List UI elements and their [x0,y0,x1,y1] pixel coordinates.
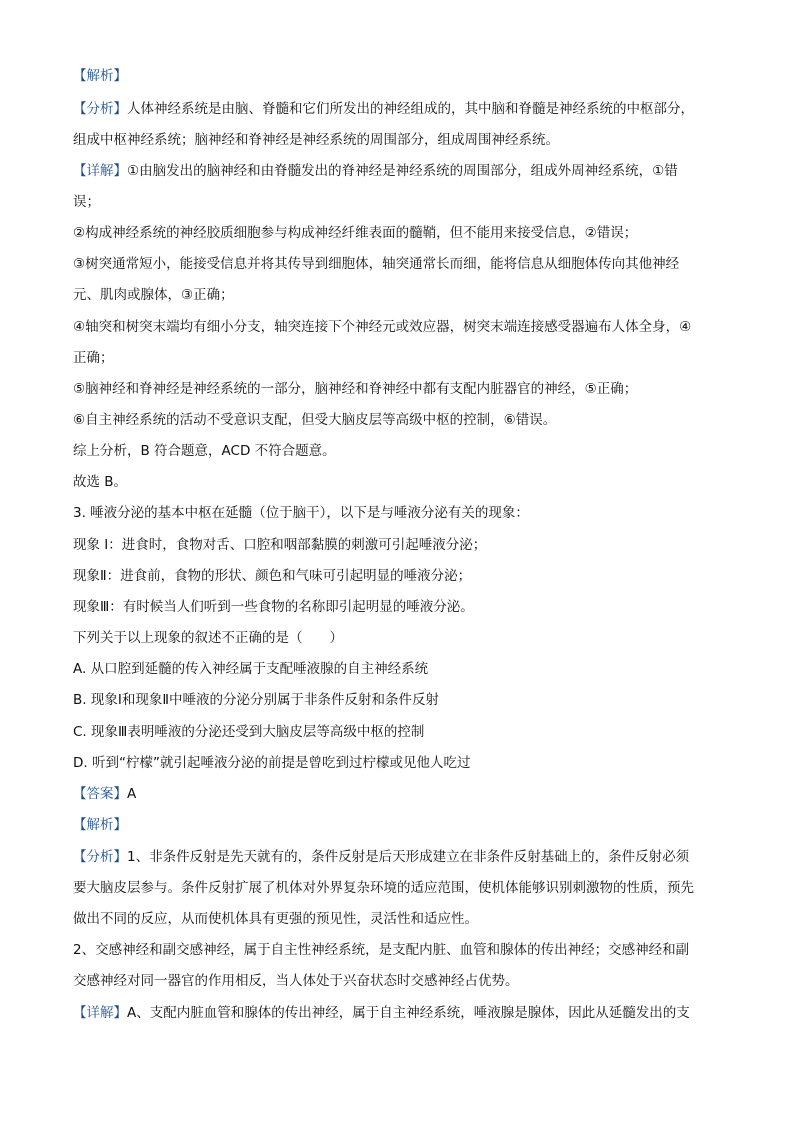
option-b: B. 现象Ⅰ和现象Ⅱ中唾液的分泌分别属于非条件反射和条件反射 [73,692,439,708]
q3-fenxi-line-1: 【分析】1、非条件反射是先天就有的，条件反射是后天形成建立在非条件反射基础上的，条件反射必须 [73,849,690,865]
answer-value: A [127,786,137,802]
xiangjie-tag: 【详解】 [73,163,127,179]
q3-fenxi-line-4: 2、交感神经和副交感神经，属于自主性神经系统，是支配内脏、血管和腺体的传出神经；交感神经和副 [73,942,690,958]
xiangjie-line-4: ③树突通常短小，能接受信息并将其传导到细胞体，轴突通常长而细，能将信息从细胞体传向其他神经 [73,256,680,272]
xiangjie-line-9: ⑥自主神经系统的活动不受意识支配，但受大脑皮层等高级中枢的控制，⑥错误。 [73,412,557,428]
q3-fenxi-line-3: 做出不同的反应，从而使机体具有更强的预见性，灵活性和适应性。 [73,911,478,927]
analysis-heading-2 [73,815,127,835]
fenxi-line-1: 【分析】人体神经系统是由脑、脊髓和它们所发出的神经组成的，其中脑和脊髓是神经系统的中枢部分， [73,101,694,117]
xiangjie-line-1: 【详解】①由脑发出的脑神经和由脊髓发出的脊神经是神经系统的周围部分，组成外周神经系统，①错 [73,163,678,179]
q3-xiangjie-line-1: 【详解】A、支配内脏血管和腺体的传出神经，属于自主神经系统，唾液腺是腺体，因此从延髓发出的支 [73,1005,690,1021]
q3-fenxi-line-2: 要大脑皮层参与。条件反射扩展了机体对外界复杂环境的适应范围，使机体能够识别刺激物的性质，预先 [73,880,694,896]
q3-fenxi-line-5: 交感神经对同一器官的作用相反，当人体处于兴奋状态时交感神经占优势。 [73,973,519,989]
answer-tag: 【答案】 [73,786,127,802]
option-d: D. 听到“柠檬”就引起唾液分泌的前提是曾吃到过柠檬或见他人吃过 [73,755,471,771]
choice-line: 故选 B。 [73,474,128,490]
xiangjie-line-5: 元、肌肉或腺体，③正确； [73,287,234,303]
answer-line [73,784,136,804]
fenxi-line-2: 组成中枢神经系统；脑神经和脊神经是神经系统的周围部分，组成周围神经系统。 [73,132,559,148]
fenxi-tag: 【分析】 [73,101,127,117]
question-prompt: 下列关于以上现象的叙述不正确的是（ ） [73,630,343,646]
phenomenon-1: 现象 I：进食时，食物对舌、口腔和咽部黏膜的刺激可引起唾液分泌； [73,537,487,553]
xiangjie-line-6: ④轴突和树突末端均有细小分支，轴突连接下个神经元或效应器，树突末端连接感受器遍布人体全身，④ [73,319,692,335]
summary-line: 综上分析，B 符合题意，ACD 不符合题意。 [73,443,336,459]
xiangjie-line-8: ⑤脑神经和脊神经是神经系统的一部分，脑神经和脊神经中都有支配内脏器官的神经，⑤正确； [73,381,638,397]
analysis-heading [73,66,127,86]
fenxi-tag-2: 【分析】 [73,849,127,865]
phenomenon-3: 现象Ⅲ：有时候当人们听到一些食物的名称即引起明显的唾液分泌。 [73,599,474,615]
phenomenon-2: 现象Ⅱ：进食前，食物的形状、颜色和气味可引起明显的唾液分泌； [73,568,472,584]
xiangjie-line-7: 正确； [73,350,114,366]
xiangjie-line-3: ②构成神经系统的神经胶质细胞参与构成神经纤维表面的髓鞘，但不能用来接受信息，②错误； [73,225,638,241]
option-c: C. 现象Ⅲ表明唾液的分泌还受到大脑皮层等高级中枢的控制 [73,724,425,740]
xiangjie-line-2: 误； [73,194,100,210]
option-a: A. 从口腔到延髓的传入神经属于支配唾液腺的自主神经系统 [73,661,429,677]
question-3-stem: 3. 唾液分泌的基本中枢在延髓（位于脑干），以下是与唾液分泌有关的现象： [73,505,529,521]
jiexi-tag: 【解析】 [73,68,127,84]
jiexi-tag-2: 【解析】 [73,817,127,833]
xiangjie-tag-2: 【详解】 [73,1005,127,1021]
